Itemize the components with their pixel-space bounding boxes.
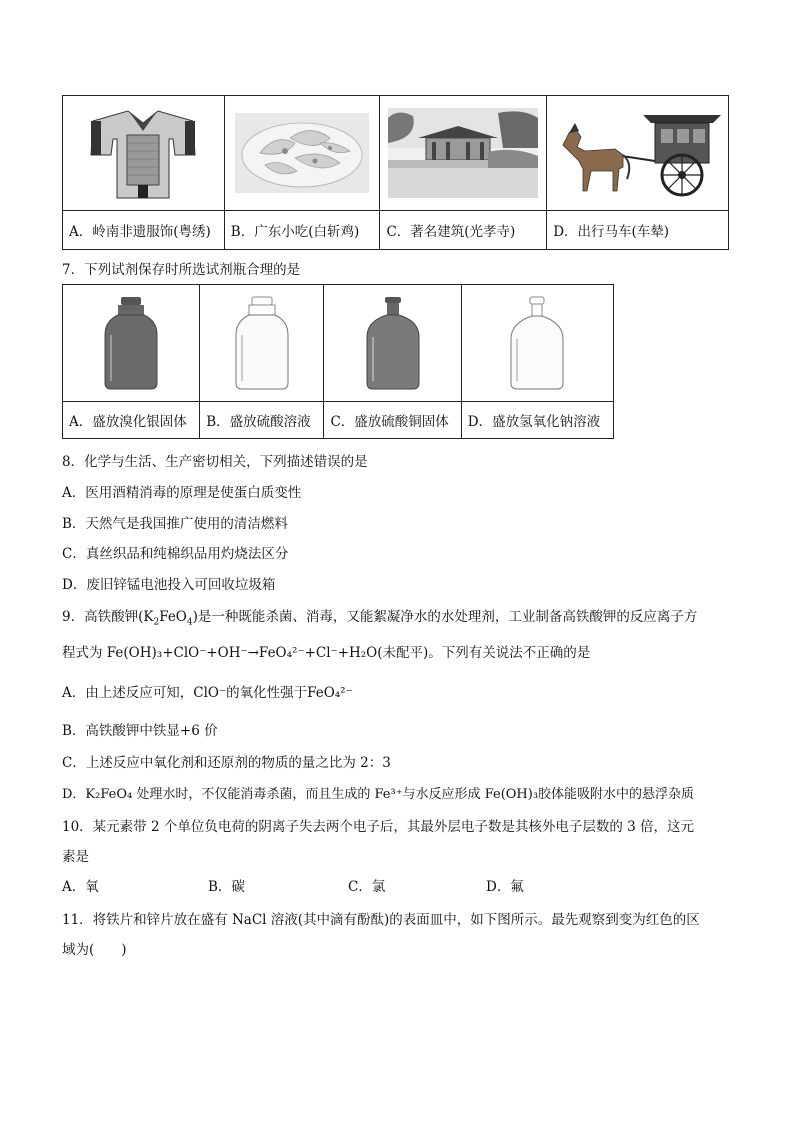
q7-option-d: D．盛放氢氧化钠溶液: [461, 402, 613, 439]
q10-stem-line1: 10．某元素带 2 个单位负电荷的阴离子失去两个电子后，其最外层电子数是其核外电子层数的 3 倍，这元: [62, 819, 695, 835]
q8-option-b: B．天然气是我国推广使用的清洁燃料: [62, 516, 288, 532]
q11-stem-line2: 域为( ): [62, 942, 127, 958]
q6-image-b: [224, 96, 380, 211]
q9-option-c: C．上述反应中氧化剂和还原剂的物质的量之比为 2：3: [62, 755, 391, 771]
q8-option-d: D．废旧锌锰电池投入可回收垃圾箱: [62, 577, 276, 593]
q6-option-c: C．著名建筑(光孝寺): [380, 211, 547, 250]
q8-option-a: A．医用酒精消毒的原理是使蛋白质变性: [62, 485, 302, 501]
q7-option-c: C．盛放硫酸铜固体: [324, 402, 461, 439]
q7-image-d: [461, 285, 613, 402]
q10-option-a: A．氧: [62, 879, 99, 895]
q10-option-b: B．碳: [208, 879, 245, 895]
q7-image-a: [63, 285, 200, 402]
temple-photo-icon: [388, 108, 538, 198]
q10-stem-line2: 素是: [62, 849, 89, 865]
q10-option-c: C．氯: [348, 879, 386, 895]
clear-narrow-mouth-bottle-icon: [507, 295, 567, 391]
q9-option-b: B．高铁酸钾中铁显+6 价: [62, 723, 218, 739]
q6-option-table: [62, 95, 729, 250]
q7-option-b: B．盛放硫酸溶液: [200, 402, 324, 439]
q7-stem: 7．下列试剂保存时所选试剂瓶合理的是: [62, 262, 301, 278]
q9-option-d: D．K₂FeO₄ 处理水时，不仅能消毒杀菌，而且生成的 Fe³⁺与水反应形成 Fe(OH)₃胶体能吸附水中的悬浮杂质: [62, 787, 695, 802]
q6-option-d: D．出行马车(车辇): [547, 211, 729, 250]
horse-carriage-illustration-icon: [555, 105, 721, 201]
q10-option-d: D．氟: [486, 879, 524, 895]
q9-option-a: A．由上述反应可知，ClO⁻的氧化性强于FeO₄²⁻: [62, 685, 353, 701]
q6-image-a: [63, 96, 225, 211]
brown-narrow-mouth-bottle-icon: [363, 295, 423, 391]
robe-illustration-icon: [83, 103, 203, 203]
q7-option-a: A．盛放溴化银固体: [63, 402, 200, 439]
brown-wide-mouth-bottle-icon: [101, 295, 161, 391]
q9-stem-line1: 9．高铁酸钾$(K_2FeO_4)$是一种既能杀菌、消毒，又能絮凝净水的水处理剂，工业制备高铁酸钾的反应离子方: [62, 609, 698, 628]
q6-image-d: [547, 96, 729, 211]
q7-image-c: [324, 285, 461, 402]
clear-wide-mouth-bottle-icon: [232, 295, 292, 391]
q11-stem-line1: 11．将铁片和锌片放在盛有 NaCl 溶液(其中滴有酚酞)的表面皿中，如下图所示。最先观察到变为红色的区: [62, 912, 700, 928]
q6-image-c: [380, 96, 547, 211]
q6-option-b: B．广东小吃(白斩鸡): [224, 211, 380, 250]
q7-image-b: [200, 285, 324, 402]
chicken-dish-photo-icon: [235, 113, 369, 193]
q9-stem-line2: 程式为 Fe(OH)₃+ClO⁻+OH⁻→FeO₄²⁻+Cl⁻+H₂O(未配平)。下列有关说法不正确的是: [62, 645, 591, 661]
q8-stem: 8．化学与生活、生产密切相关，下列描述错误的是: [62, 454, 368, 470]
q6-option-a: A．岭南非遗服饰(粤绣): [63, 211, 225, 250]
q7-option-table: [62, 284, 614, 439]
q8-option-c: C．真丝织品和纯棉织品用灼烧法区分: [62, 546, 289, 562]
